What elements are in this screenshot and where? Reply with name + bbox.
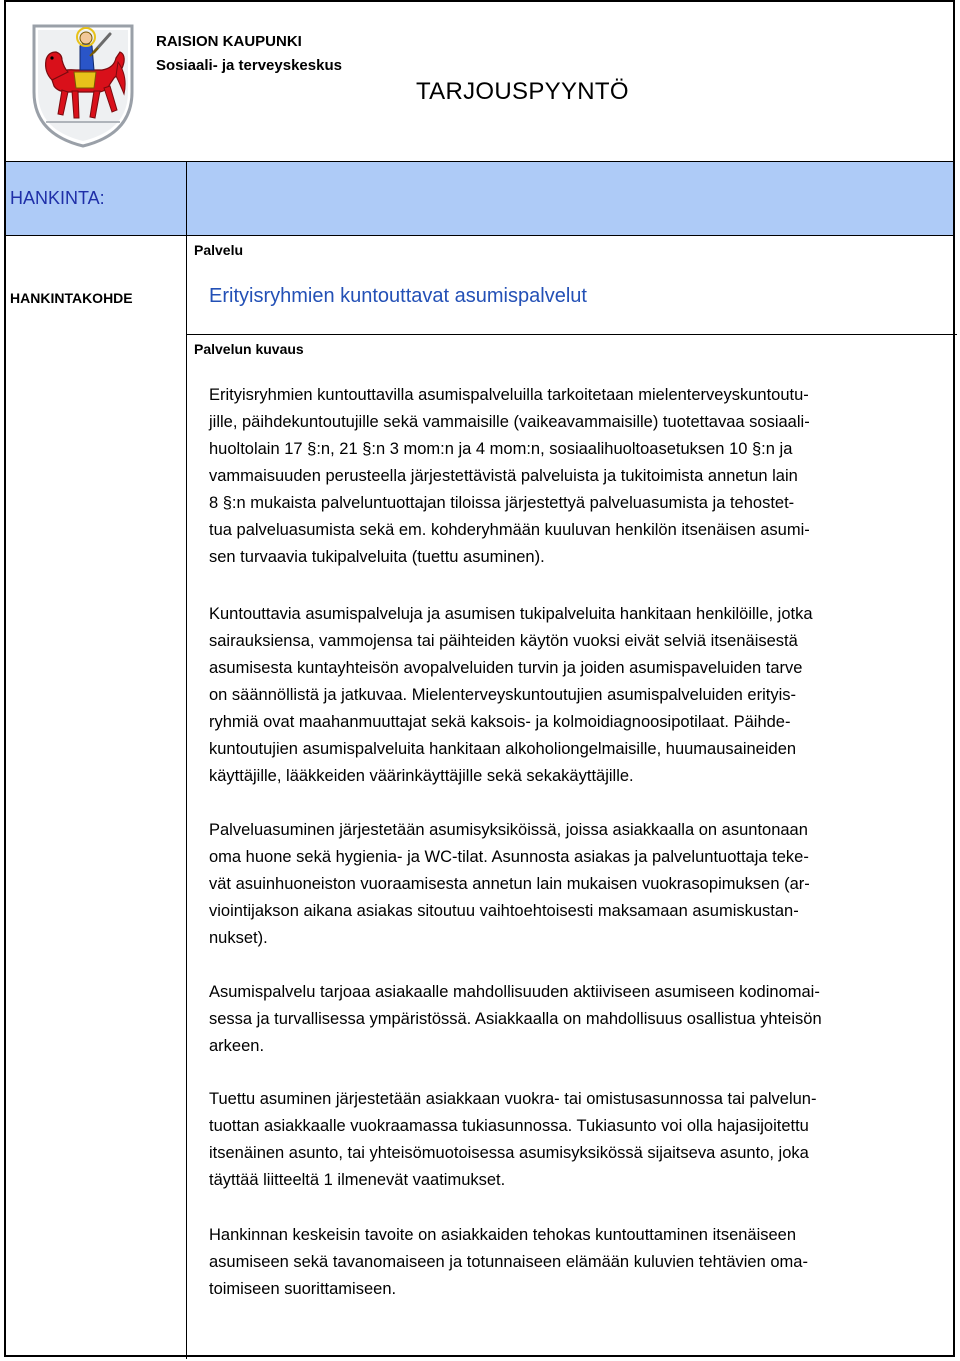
paragraph-line: Palveluasuminen järjestetään asumisyksiköissä, joissa asiakkaalla on asuntonaan xyxy=(209,821,808,839)
paragraph-line: ryhmiä ovat maahanmuuttajat sekä kaksois- ja kolmoidiagnoosipotilaat. Päihde- xyxy=(209,713,791,731)
paragraph-line: on säännöllistä ja jatkuvaa. Mielenterveyskuntoutujien asumispalveluiden erityis- xyxy=(209,686,796,704)
description-paragraph-4 xyxy=(209,979,822,1060)
paragraph-line: täyttää liitteeltä 1 ilmenevät vaatimukset. xyxy=(209,1171,506,1189)
paragraph-line: vammaisuuden perusteella järjestettävistä palveluista ja tukitoimista annetun lain xyxy=(209,467,798,485)
paragraph-line: toimiseen suorittamiseen. xyxy=(209,1280,397,1298)
paragraph-line: sessa ja turvallisessa ympäristössä. Asiakkaalla on mahdollisuus osallistua yhteisön xyxy=(209,1010,822,1028)
paragraph-line: käyttäjille, lääkkeiden väärinkäyttäjille sekä sekakäyttäjille. xyxy=(209,767,634,785)
paragraph-line: Kuntouttavia asumispalveluja ja asumisen tukipalveluita hankitaan henkilöille, jotka xyxy=(209,605,813,623)
description-paragraph-1 xyxy=(209,382,810,571)
paragraph-line: tuottan asiakkaalle vuokraamassa tukiasunnossa. Tukiasunto voi olla hajasijoitettu xyxy=(209,1117,809,1135)
paragraph-line: arkeen. xyxy=(209,1037,265,1055)
row-divider xyxy=(186,334,957,335)
paragraph-line: oma huone sekä hygienia- ja WC-tilat. Asunnosta asiakas ja palveluntuottaja teke- xyxy=(209,848,809,866)
paragraph-line: sen turvaavia tukipalveluita (tuettu asuminen). xyxy=(209,548,545,566)
paragraph-line: sairauksiensa, vammojensa tai päihteiden käytön vuoksi eivät selviä itsenäisestä xyxy=(209,632,798,650)
paragraph-line: vät asuinhuoneiston vuoraamisesta annetun lain mukaisen vuokrasopimuksen (ar- xyxy=(209,875,810,893)
paragraph-line: nukset). xyxy=(209,929,268,947)
procurement-band xyxy=(6,162,953,236)
paragraph-line: huoltolain 17 §:n, 21 §:n 3 mom:n ja 4 mom:n, sosiaalihuoltoasetuksen 10 §:n ja xyxy=(209,440,793,458)
procurement-label: HANKINTA: xyxy=(10,188,105,208)
procurement-subject: Erityisryhmien kuntouttavat asumispalvelut xyxy=(209,285,587,307)
description-paragraph-2 xyxy=(209,601,813,790)
paragraph-line: itsenäinen asunto, tai yhteisömuotoisessa asumisyksikössä sijaitseva asunto, joka xyxy=(209,1144,809,1162)
description-paragraph-6 xyxy=(209,1222,808,1303)
department-name: Sosiaali- ja terveyskeskus xyxy=(156,57,342,74)
description-label: Palvelun kuvaus xyxy=(194,341,304,357)
procurement-type: Palvelu xyxy=(194,242,244,258)
document-page xyxy=(4,0,955,1357)
paragraph-line: tua palveluasumista sekä em. kohderyhmään kuuluvan henkilön itsenäisen asumi- xyxy=(209,521,810,539)
paragraph-line: viointijakson aikana asiakas sitoutuu vaihtoehtoisesti maksamaan asumiskustan- xyxy=(209,902,799,920)
organization-name: RAISION KAUPUNKI xyxy=(156,33,302,50)
column-divider xyxy=(186,162,187,1359)
paragraph-line: 8 §:n mukaista palveluntuottajan tiloissa järjestettyä palveluasumista ja tehostet- xyxy=(209,494,795,512)
description-paragraph-3 xyxy=(209,817,810,952)
subject-label: HANKINTAKOHDE xyxy=(10,290,133,306)
document-title: TARJOUSPYYNTÖ xyxy=(416,78,629,105)
description-paragraph-5 xyxy=(209,1086,816,1194)
paragraph-line: Asumispalvelu tarjoaa asiakaalle mahdollisuuden aktiiviseen asumiseen kodinomai- xyxy=(209,983,820,1001)
paragraph-line: jille, päihdekuntoutujille sekä vammaisille (vaikeavammaisille) tuotettavaa sosiaali- xyxy=(209,413,810,431)
paragraph-line: Erityisryhmien kuntouttavilla asumispalveluilla tarkoitetaan mielenterveyskuntoutu- xyxy=(209,386,809,404)
paragraph-line: Tuettu asuminen järjestetään asiakkaan vuokra- tai omistusasunnossa tai palvelun- xyxy=(209,1090,817,1108)
document-header xyxy=(6,2,953,162)
coat-of-arms-icon xyxy=(28,22,138,148)
paragraph-line: asumiseen sekä tavanomaiseen ja totunnaiseen elämään kuluvien tehtävien oma- xyxy=(209,1253,808,1271)
paragraph-line: kuntoutujien asumispalveluita hankitaan alkoholiongelmaisille, huumausaineiden xyxy=(209,740,797,758)
paragraph-line: Hankinnan keskeisin tavoite on asiakkaiden tehokas kuntouttaminen itsenäiseen xyxy=(209,1226,797,1244)
paragraph-line: asumisesta kuntayhteisön avopalveluiden turvin ja joiden asumispaveluiden tarve xyxy=(209,659,803,677)
